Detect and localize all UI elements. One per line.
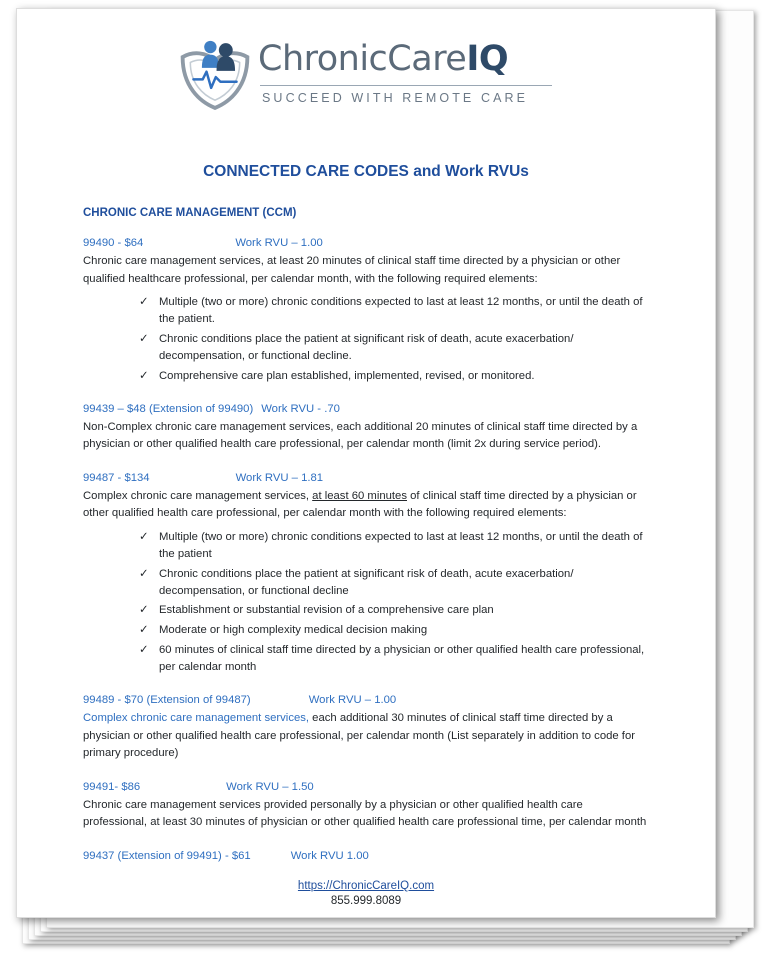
rvu-label: Work RVU – 1.50	[226, 780, 314, 793]
list-item-label: Multiple (two or more) chronic conditions expected to last at least 12 months, or until the death of the patient.	[159, 296, 643, 325]
code-label: 99439 – $48 (Extension of 99490)	[83, 402, 254, 415]
page-title: CONNECTED CARE CODES and Work RVUs	[203, 163, 529, 180]
website-link[interactable]: https://ChronicCareIQ.com	[297, 879, 435, 892]
code-label: 99487 - $134	[83, 471, 150, 484]
code-description	[83, 488, 649, 523]
code-row-99491	[83, 781, 649, 793]
checkmark-icon: ✓	[139, 604, 149, 617]
list-item	[141, 622, 649, 639]
chroniccareiq-logo-icon	[176, 37, 254, 111]
code-row-99439	[83, 403, 649, 415]
code-label: 99489 - $70 (Extension of 99487)	[83, 694, 251, 707]
document-page	[16, 8, 716, 918]
document-footer	[83, 876, 649, 907]
list-item	[141, 368, 649, 385]
description-pre: Complex chronic care management services,	[83, 489, 313, 502]
section-heading-ccm: CHRONIC CARE MANAGEMENT (CCM)	[83, 207, 297, 219]
checkmark-icon: ✓	[139, 296, 149, 308]
brand-wordmark	[258, 39, 508, 79]
checkmark-icon: ✓	[139, 332, 149, 345]
list-item-label: Moderate or high complexity medical decision making	[159, 624, 428, 637]
list-item	[141, 602, 649, 619]
rvu-label: Work RVU – 1.00	[235, 237, 323, 249]
code-description: Chronic care management services, at least 20 minutes of clinical staff time directed by a physician or other qualified healthcare professional, per calendar month, with the following required elements:	[83, 255, 621, 285]
code-description: Chronic care management services provided personally by a physician or other qualified health care professional, at least 30 minutes of physician or other qualified health care professional time, per calendar month	[83, 798, 647, 829]
checkmark-icon: ✓	[139, 644, 149, 657]
list-item-label: Chronic conditions place the patient at significant risk of death, acute exacerbation/ decompensation, or functional decline	[159, 567, 574, 597]
list-item	[141, 294, 649, 328]
checkmark-icon: ✓	[139, 530, 149, 543]
brand-logo	[176, 35, 556, 119]
list-item	[141, 566, 649, 600]
description-underlined: at least 60 minutes	[312, 489, 407, 502]
code-row-99489	[83, 694, 649, 706]
list-item-label: Chronic conditions place the patient at significant risk of death, acute exacerbation/ decompensation, or functional decline.	[159, 332, 574, 362]
rvu-label: Work RVU - .70	[261, 402, 340, 415]
list-item-label: Establishment or substantial revision of a comprehensive care plan	[159, 604, 494, 617]
code-label: 99490 - $64	[83, 237, 144, 249]
code-row-99437	[83, 850, 649, 862]
checkmark-icon: ✓	[139, 567, 149, 580]
document-body	[17, 207, 715, 907]
list-item-label: 60 minutes of clinical staff time directed by a physician or other qualified health care professional, per calendar month	[159, 644, 645, 674]
rvu-label: Work RVU 1.00	[290, 849, 369, 862]
list-item	[141, 642, 649, 676]
list-item	[141, 331, 649, 365]
code-row-99490	[83, 237, 649, 249]
description-post: of clinical staff time directed by a physician or other qualified health care professional, per calendar month with the following required elements:	[83, 489, 637, 520]
list-item-label: Comprehensive care plan established, implemented, revised, or monitored.	[159, 369, 535, 382]
requirements-list-99490	[83, 294, 649, 385]
code-row-99487	[83, 472, 649, 484]
phone-number: 855.999.8089	[330, 894, 402, 907]
rvu-label: Work RVU – 1.00	[308, 694, 397, 707]
list-item	[141, 529, 649, 563]
description-lead: Complex chronic care management services,	[83, 712, 310, 725]
requirements-list-99487	[83, 529, 649, 677]
code-label: 99491- $86	[83, 780, 141, 793]
logo-divider	[260, 85, 552, 86]
description-rest: each additional 30 minutes of clinical staff time directed by a physician or other qualified health care professional, per calendar month (List separately in addition to code for primary procedure)	[83, 712, 635, 760]
checkmark-icon: ✓	[139, 624, 149, 637]
code-description: Non-Complex chronic care management services, each additional 20 minutes of clinical staff time directed by a physician or other qualified health care professional, per calendar month (limit 2x during service period).	[83, 420, 638, 451]
code-description	[83, 710, 649, 763]
list-item-label: Multiple (two or more) chronic conditions expected to last at least 12 months, or until the death of the patient	[159, 530, 643, 560]
code-label: 99437 (Extension of 99491) - $61	[83, 849, 251, 862]
brand-wordmark-iq: IQ	[466, 39, 509, 79]
brand-tagline: SUCCEED WITH REMOTE CARE	[262, 91, 529, 105]
rvu-label: Work RVU – 1.81	[235, 471, 324, 484]
brand-wordmark-main: ChronicCare	[258, 39, 467, 79]
checkmark-icon: ✓	[139, 369, 149, 382]
